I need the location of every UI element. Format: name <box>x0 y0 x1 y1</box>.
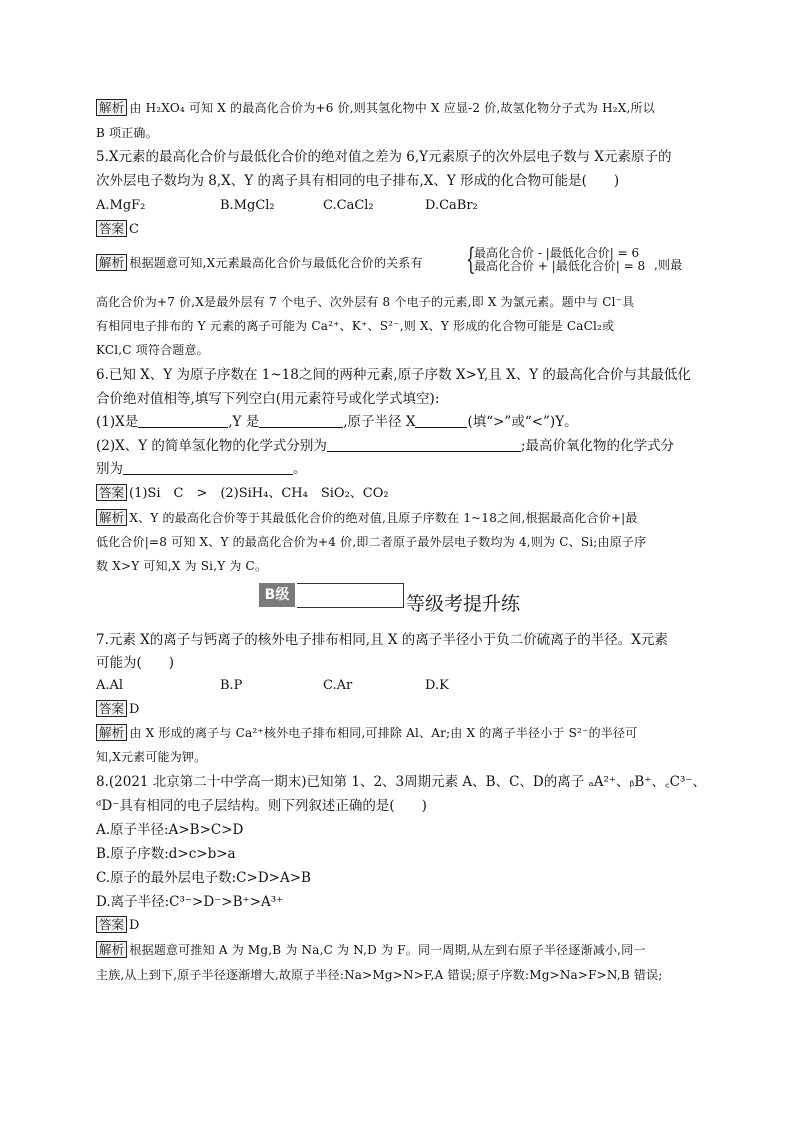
text: ,则最 <box>654 258 683 272</box>
text: 主族,从上到下,原子半径逐渐增大,故原子半径:Na>Mg>N>F,A 错误;原子序数:Mg>Na>F>N,B 错误; <box>96 968 663 982</box>
explanation-line <box>96 533 646 551</box>
text: 知,X元素可能为钾。 <box>96 750 207 764</box>
text: 由 H₂XO₄ 可知 X 的最高化合价为+6 价,则其氢化物中 X 应显-2 价,故氢化物分子式为 H₂X,所以 <box>129 101 655 115</box>
text: 低化合价|=8 可知 X、Y 的最高化合价为+4 价,即二者原子最外层电子数均为 4,则为 C、Si;由原子序 <box>96 535 647 549</box>
text: X、Y 的最高化合价等于其最低化合价的绝对值,且原子序数在 1~18之间,根据最高化合价+|最 <box>129 511 638 525</box>
explanation-line <box>96 941 646 959</box>
answer-line <box>96 916 139 935</box>
analysis-tag: 解析 <box>96 99 127 116</box>
text: (1)X是 <box>96 414 139 430</box>
explanation-line <box>96 293 634 311</box>
explanation-line <box>96 748 206 766</box>
text: (填“>”或“<”)Y。 <box>467 414 578 430</box>
answer-line <box>96 484 389 503</box>
blank-4[interactable] <box>327 437 521 452</box>
option-a: A.原子半径:A>B>C>D <box>96 822 244 838</box>
text: ,Y 是 <box>228 414 260 430</box>
question-5-line <box>96 172 619 190</box>
question-7-line <box>96 654 174 672</box>
text: 可能为( ) <box>96 655 175 671</box>
answer-line <box>96 220 139 239</box>
section-header <box>259 583 405 609</box>
option-c: C.原子的最外层电子数:C>D>A>B <box>96 870 311 886</box>
analysis-tag: 解析 <box>96 724 127 741</box>
explanation-line <box>96 317 614 335</box>
text: (2)X、Y 的简单氢化物的化学式分别为 <box>96 438 327 454</box>
text: 5.X元素的最高化合价与最低化合价的绝对值之差为 6,Y元素原子的次外层电子数与 X元素原子的 <box>96 149 672 165</box>
explanation-line <box>96 557 267 575</box>
answer-value: D <box>129 918 140 933</box>
answer-tag: 答案 <box>96 220 127 237</box>
text: 7.元素 X的离子与钙离子的核外电子排布相同,且 X 的离子半径小于负二价硫离子的半径。X元素 <box>96 632 668 648</box>
question-8-line <box>96 797 427 815</box>
blank-3[interactable] <box>415 413 467 428</box>
text: 合价绝对值相等,填写下列空白(用元素符号或化学式填空): <box>96 391 440 407</box>
explanation-line <box>96 724 637 742</box>
text: 根据题意可知,X元素最高化合价与最低化合价的关系有 <box>129 256 423 270</box>
option-b: B.P <box>220 678 243 693</box>
question-8-line <box>96 773 706 791</box>
answer-value: (1)Si C > (2)SiH₄、CH₄ SiO₂、CO₂ <box>129 486 389 501</box>
text: KCl,C 项符合题意。 <box>96 343 209 357</box>
option-c: C.Ar <box>323 678 353 693</box>
option-d: D.CaBr₂ <box>425 198 478 213</box>
explanation-line <box>96 341 209 359</box>
blank-5[interactable] <box>123 460 293 475</box>
answer-tag: 答案 <box>96 916 127 933</box>
option-c: C.CaCl₂ <box>323 198 374 213</box>
option-b: B.MgCl₂ <box>220 198 275 213</box>
text: 别为 <box>96 461 123 477</box>
text: 有相同电子排布的 Y 元素的离子可能为 Ca²⁺、K⁺、S²⁻,则 X、Y 形成的化合物可能是 CaCl₂或 <box>96 319 615 333</box>
option-d: D.K <box>425 678 449 693</box>
equation-2: 最高化合价 + |最低化合价| = 8 <box>474 259 646 273</box>
text: 6.已知 X、Y 为原子序数在 1~18之间的两种元素,原子序数 X>Y,且 X、Y 的最高化合价与其最低化 <box>96 367 691 383</box>
blank-2[interactable] <box>259 413 343 428</box>
level-badge: B级 <box>259 583 295 607</box>
text: ;最高价氧化物的化学式分 <box>520 438 674 454</box>
question-6-line <box>96 413 578 431</box>
explanation-line <box>96 99 655 117</box>
equation-1: 最高化合价 - |最低化合价| = 6 <box>474 246 640 260</box>
explanation-line <box>96 509 638 527</box>
answer-line <box>96 700 139 719</box>
explanation-line <box>96 124 158 142</box>
section-title: 等级考提升练 <box>406 593 521 615</box>
analysis-tag: 解析 <box>96 941 127 958</box>
text: 根据题意可推知 A 为 Mg,B 为 Na,C 为 N,D 为 F。同一周期,从左到右原子半径逐渐减小,同一 <box>129 943 646 957</box>
answer-tag: 答案 <box>96 700 127 717</box>
text: 次外层电子数均为 8,X、Y 的离子具有相同的电子排布,X、Y 形成的化合物可能是( ) <box>96 173 620 189</box>
option-a: A.MgF₂ <box>96 198 146 213</box>
text: 高化合价为+7 价,X是最外层有 7 个电子、次外层有 8 个电子的元素,即 X 为氯元素。题中与 Cl⁻具 <box>96 295 635 309</box>
blank-1[interactable] <box>138 413 228 428</box>
answer-tag: 答案 <box>96 484 127 501</box>
text: ,原子半径 X <box>343 414 416 430</box>
text: 。 <box>293 461 307 477</box>
text: 8.(2021 北京第二十中学高一期末)已知第 1、2、3周期元素 A、B、C、D的离子 ₐA²⁺、ᵦB⁺、꜀C³⁻、 <box>96 774 707 790</box>
explanation-line <box>96 254 423 272</box>
option-a: A.Al <box>96 678 124 693</box>
question-6-line <box>96 366 691 384</box>
option-b: B.原子序数:d>c>b>a <box>96 846 236 862</box>
question-5-line <box>96 148 671 166</box>
explanation-line <box>96 966 663 984</box>
brace-symbol: { <box>466 242 476 277</box>
answer-value: C <box>129 222 139 237</box>
question-6-line <box>96 437 674 455</box>
text: 由 X 形成的离子与 Ca²⁺核外电子排布相同,可排除 Al、Ar;由 X 的离子半径小于 S²⁻的半径可 <box>129 726 638 740</box>
section-underline <box>297 583 404 608</box>
text: ᵈD⁻具有相同的电子层结构。则下列叙述正确的是( ) <box>96 798 427 814</box>
analysis-tag: 解析 <box>96 509 127 526</box>
question-6-line <box>96 460 307 478</box>
question-7-line <box>96 631 668 649</box>
answer-value: D <box>129 702 140 717</box>
analysis-tag: 解析 <box>96 254 127 271</box>
option-d: D.离子半径:C³⁻>D⁻>B⁺>A³⁺ <box>96 894 284 910</box>
text: 数 X>Y 可知,X 为 Si,Y 为 C。 <box>96 559 268 573</box>
text: B 项正确。 <box>96 126 158 140</box>
question-6-line <box>96 390 439 408</box>
